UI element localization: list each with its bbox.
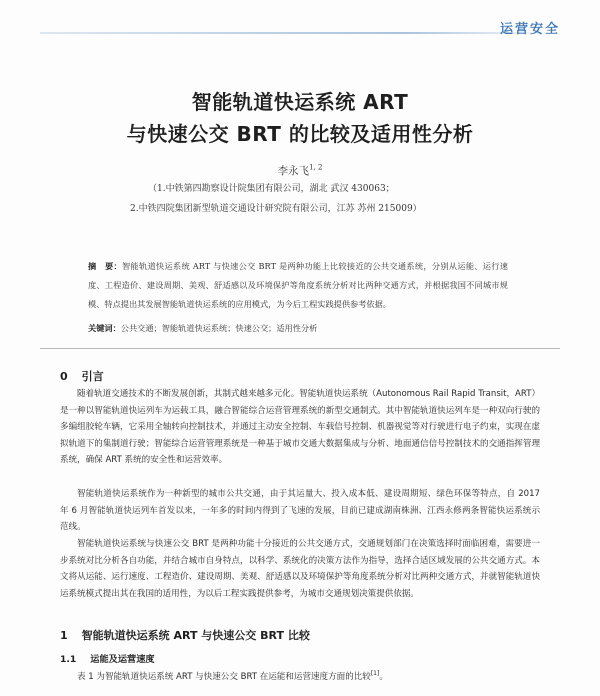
paragraph-4 <box>60 666 540 685</box>
paper-title-line1: 智能轨道快运系统 ART <box>191 90 409 114</box>
section-heading-intro <box>60 368 104 384</box>
subsection-title: 运能及运营速度 <box>90 654 155 665</box>
keywords-label: 关键词： <box>88 323 121 333</box>
section-tag: 运营安全 <box>499 22 560 37</box>
abstract-text: 智能轨道快运系统 ART 与快速公交 BRT 是两种功能上比较接近的公共交通系统，分别从运能、运行速度、工程造价、建设周期、美观、舒适感以及环境保护等角度系统分析对比两种交通方式，并根据我国不同城市规模、特点提出其发展智能轨道快运系统的应用模式，为今后工程实践提供参考依据。 <box>88 261 508 309</box>
keywords-text: 公共交通；智能轨道快运系统；快速公交；适用性分析 <box>120 323 318 333</box>
header-rule <box>40 32 560 34</box>
affiliation-1: （1.中铁第四勘察设计院集团有限公司，湖北 武汉 430063； <box>148 184 395 194</box>
keywords <box>88 323 508 334</box>
subsection-number: 1.1 <box>60 654 77 665</box>
paragraph-4-end: 。 <box>379 671 388 682</box>
paper-title-line2: 与快速公交 BRT 的比较及适用性分析 <box>126 122 474 146</box>
paragraph-2: 智能轨道快运系统作为一种新型的城市公共交通，由于其运量大、投入成本低、建设周期短、绿色环保等特点，自 2017 年 6 月智能轨道快运列车首发以来，一年多的时间内得到了飞速的发展，目前已建成湖南株洲、江西永修两条智能快运系统示范线。 <box>60 489 540 533</box>
affiliation-2: 2.中铁四院集团新型轨道交通设计研究院有限公司，江苏 苏州 215009） <box>130 204 422 214</box>
section-number: 0 <box>60 370 68 383</box>
subsection-heading-capacity <box>60 651 155 665</box>
abstract-divider <box>40 348 560 349</box>
paragraph-4-text: 表 1 为智能轨道快运系统 ART 与快速公交 BRT 在运能和运营速度方面的比较 <box>77 671 371 682</box>
author-name: 李永飞 <box>277 165 310 177</box>
section-heading-comparison <box>60 627 310 643</box>
paragraph-1: 随着轨道交通技术的不断发展创新，其制式越来越多元化。智能轨道快运系统（Autonomous Rail Rapid Transit，ART）是一种以智能轨道快运列车为运载工具，融合智能综合运营管理系统的新型交通制式。其中智能轨道快运列车是一种双向行驶的多编组胶轮车辆，它采用全轴转向控制技术，并通过主动安全控制、车载信号控制、机器视觉等对行驶进行电子约束，实现在虚拟轨道下的集制道行驶；智能综合运营管理系统是一种基于城市交通大数据集成与分析、地面通信信号控制技术的交通指挥管理系统，确保 ART 系统的安全性和运营效率。 <box>60 389 540 466</box>
section-number: 1 <box>60 629 68 642</box>
paragraph-3: 智能轨道快运系统与快速公交 BRT 是两种功能十分接近的公共交通方式，交通规划部门在决策选择时面临困难，需要进一步系统对比分析各自功能，并结合城市自身特点，以科学、系统化的决策方法作为指导，选择合适区域发展的公共交通方式。本文将从运能、运行速度、工程造价、建设周期、美观、舒适感以及环境保护等角度系统分析对比两种交通方式，并就智能轨道快运系统模式提出其在我国的适用性，为以后工程实践提供参考，为城市交通规划决策提供依据。 <box>60 539 540 599</box>
abstract-label: 摘 要： <box>88 261 122 271</box>
section-title: 智能轨道快运系统 ART 与快速公交 BRT 比较 <box>81 629 310 642</box>
citation-ref[interactable]: [1] <box>370 670 380 677</box>
section-title: 引言 <box>81 370 104 383</box>
author-line <box>0 163 600 178</box>
abstract <box>88 257 508 314</box>
author-affil-sup: 1, 2 <box>309 163 323 172</box>
